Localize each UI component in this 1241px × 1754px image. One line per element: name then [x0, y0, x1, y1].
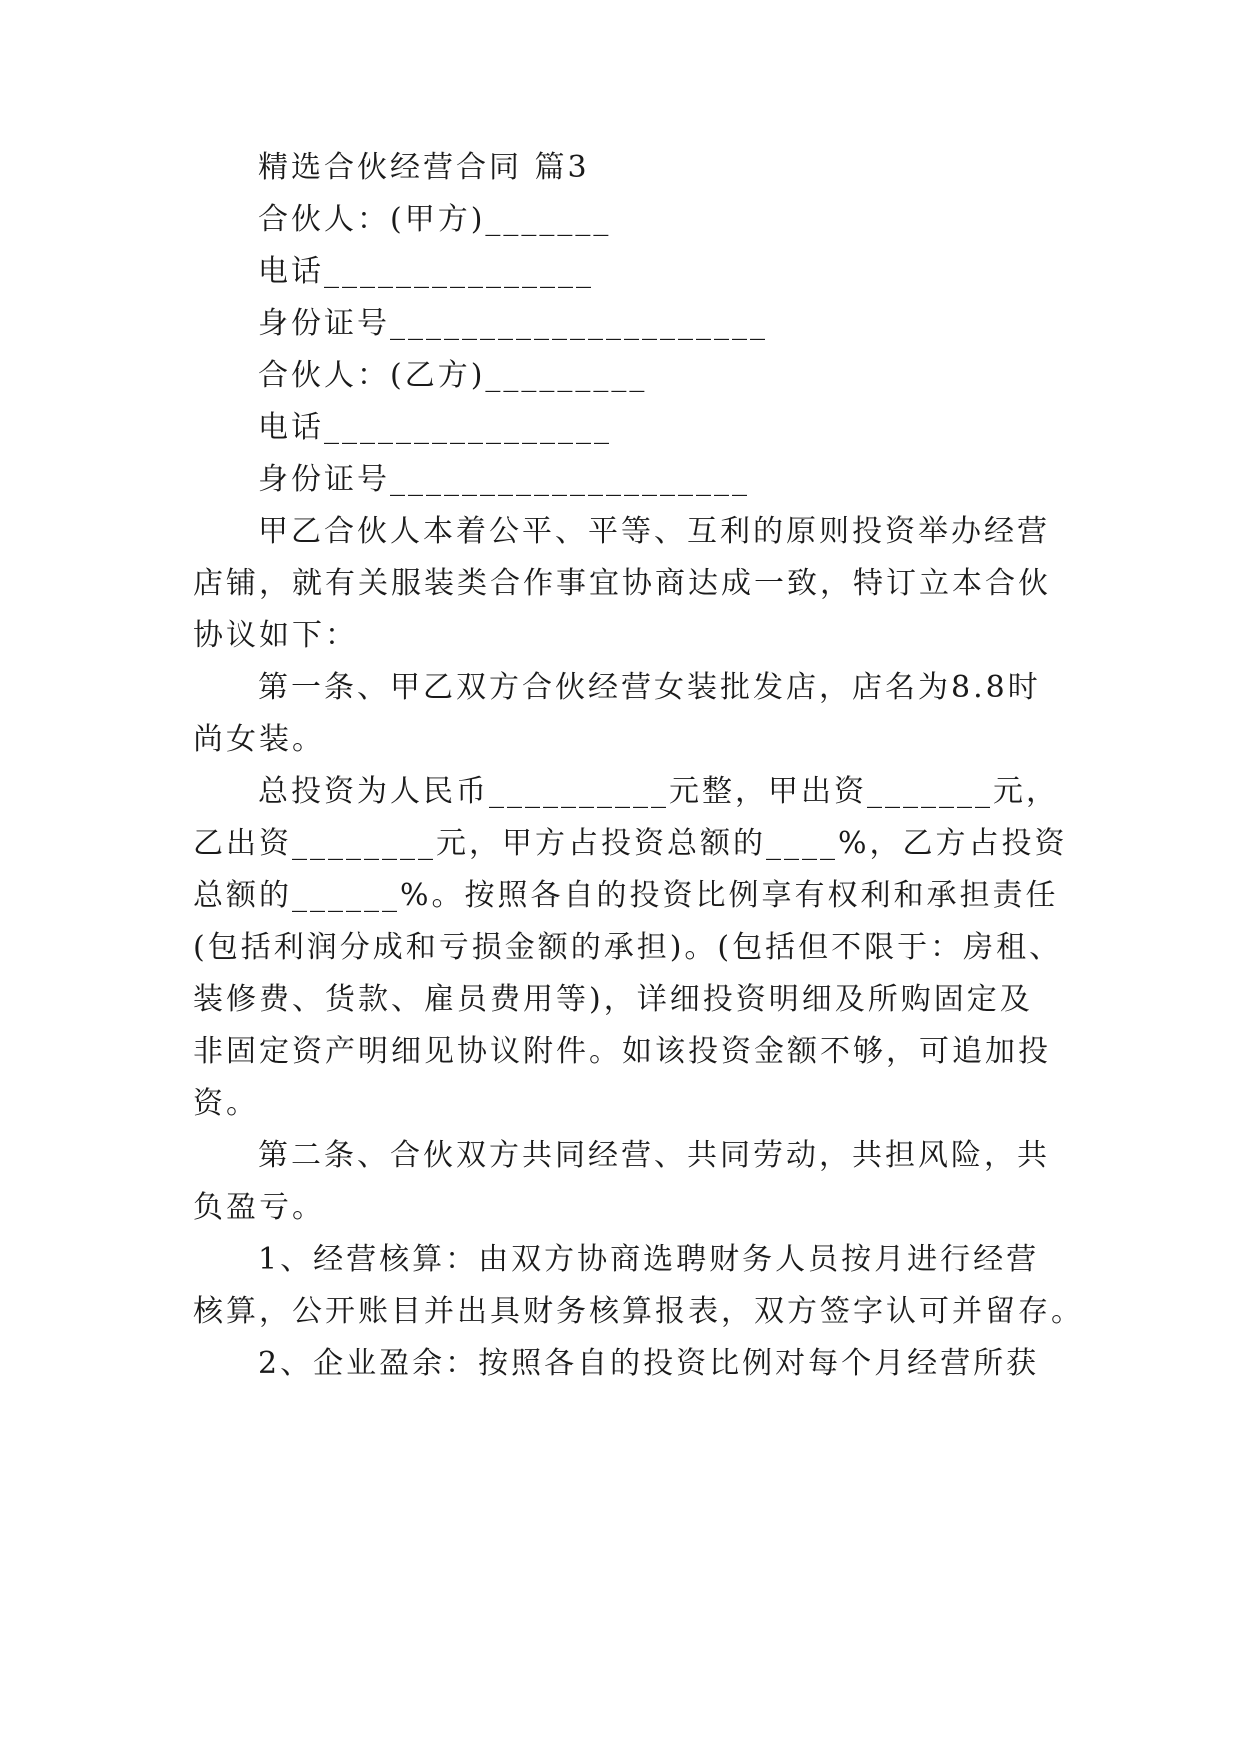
party-b-id-number: 身份证号____________________: [258, 462, 750, 497]
investment-line: (包括利润分成和亏损金额的承担)。(包括但不限于：房租、: [193, 930, 1063, 965]
party-a-id-number: 身份证号_____________________: [258, 306, 768, 341]
item-2-line: 2、企业盈余：按照各自的投资比例对每个月经营所获: [258, 1346, 1040, 1381]
investment-line: 资。: [193, 1086, 259, 1121]
intro-line: 店铺，就有关服装类合作事宜协商达成一致，特订立本合伙: [193, 566, 1051, 601]
article-1-line: 第一条、甲乙双方合伙经营女装批发店，店名为8.8时: [258, 670, 1041, 705]
item-1-line: 核算，公开账目并出具财务核算报表，双方签字认可并留存。: [193, 1294, 1084, 1329]
investment-line: 装修费、货款、雇员费用等)，详细投资明细及所购固定及: [193, 982, 1033, 1017]
investment-line: 总额的______%。按照各自的投资比例享有权利和承担责任: [193, 878, 1059, 913]
document-title: 精选合伙经营合同 篇3: [258, 150, 590, 185]
investment-line: 非固定资产明细见协议附件。如该投资金额不够，可追加投: [193, 1034, 1051, 1069]
investment-line: 乙出资________元，甲方占投资总额的____%，乙方占投资: [193, 826, 1068, 861]
article-1-line: 尚女装。: [193, 722, 325, 757]
intro-line: 甲乙合伙人本着公平、平等、互利的原则投资举办经营: [258, 514, 1050, 549]
item-1-line: 1、经营核算：由双方协商选聘财务人员按月进行经营: [258, 1242, 1040, 1277]
party-b-partner: 合伙人：(乙方)_________: [258, 358, 648, 393]
intro-line: 协议如下：: [193, 618, 358, 653]
article-2-line: 负盈亏。: [193, 1190, 325, 1225]
article-2-line: 第二条、合伙双方共同经营、共同劳动，共担风险，共: [258, 1138, 1050, 1173]
investment-line: 总投资为人民币__________元整，甲出资_______元，: [258, 774, 1059, 809]
party-a-phone: 电话_______________: [258, 254, 594, 289]
party-b-phone: 电话________________: [258, 410, 612, 445]
party-a-partner: 合伙人：(甲方)_______: [258, 202, 612, 237]
